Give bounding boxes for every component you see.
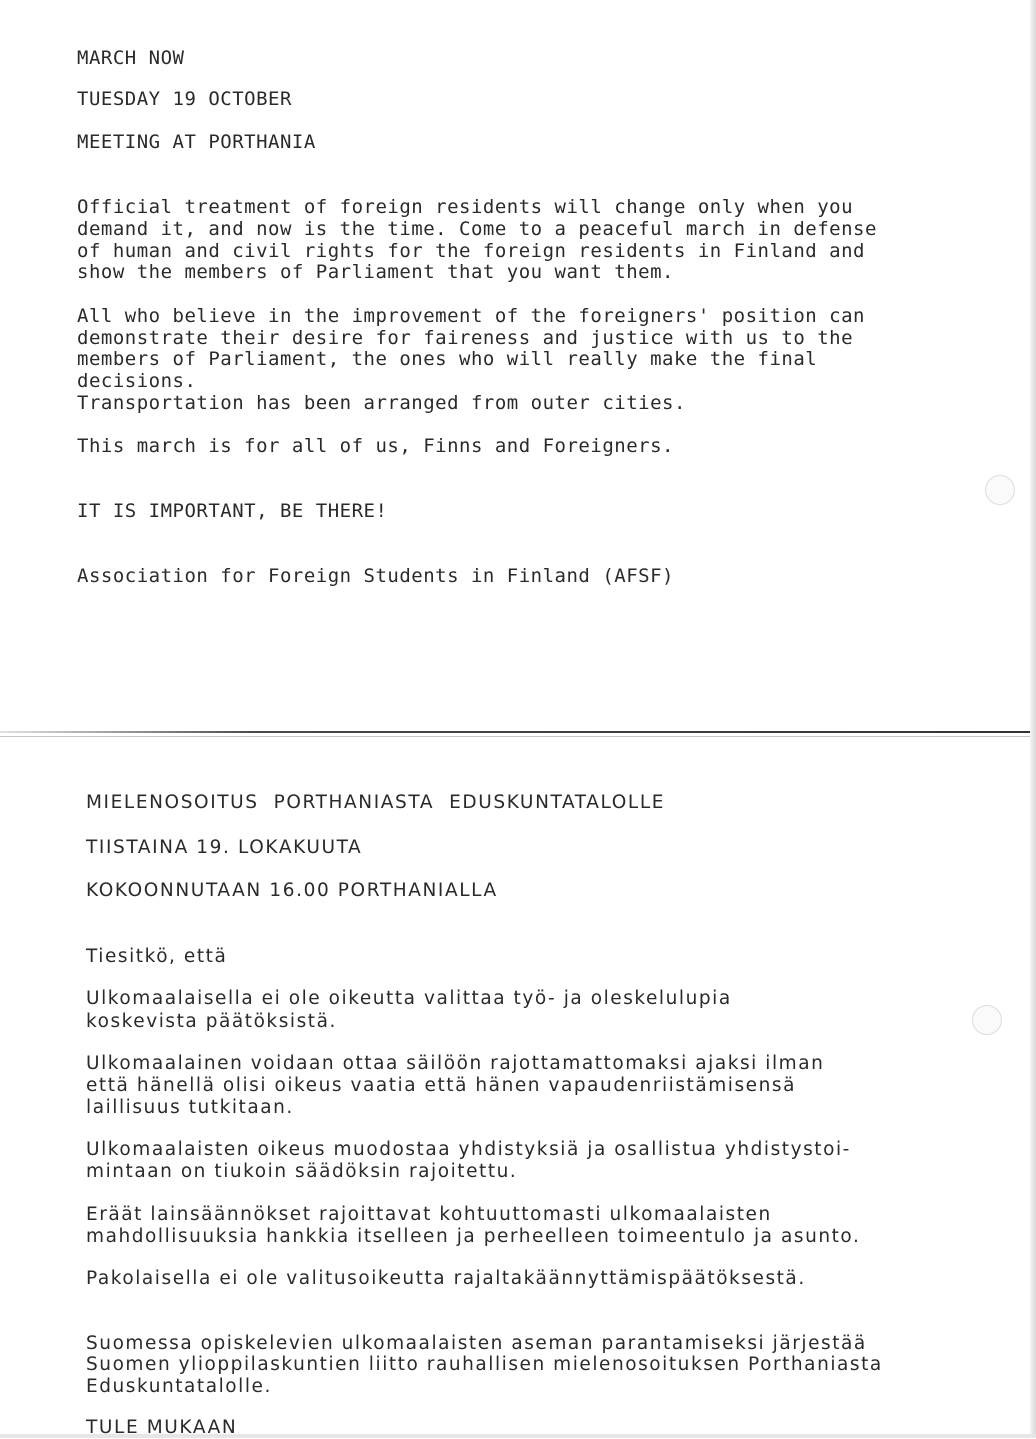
english-date: TUESDAY 19 OCTOBER bbox=[77, 88, 292, 110]
finnish-item-line: laillisuus tutkitaan. bbox=[86, 1097, 294, 1118]
finnish-closing-line: Suomessa opiskelevien ulkomaalaisten aseman parantamiseksi järjestää bbox=[86, 1333, 867, 1354]
english-para2-line: members of Parliament, the ones who will really make the final bbox=[77, 348, 818, 370]
finnish-item-line: Ulkomaalaisella ei ole oikeutta valittaa työ- ja oleskelulupia bbox=[86, 988, 732, 1009]
english-para1-line: of human and civil rights for the foreign residents in Finland and bbox=[77, 240, 865, 262]
finnish-item-line: Pakolaisella ei ole valitusoikeutta rajaltakäännyttämispäätöksestä. bbox=[86, 1268, 806, 1289]
finnish-callout: TULE MUKAAN bbox=[86, 1417, 238, 1438]
finnish-closing-line: Suomen ylioppilaskuntien liitto rauhallisen mielenosoituksen Porthaniasta bbox=[86, 1354, 883, 1375]
finnish-location: KOKOONNUTAAN 16.00 PORTHANIALLA bbox=[86, 880, 498, 901]
english-signature: Association for Foreign Students in Finland (AFSF) bbox=[77, 565, 674, 587]
finnish-item-line: että hänellä olisi oikeus vaatia että hänen vapaudenriistämisensä bbox=[86, 1075, 796, 1096]
finnish-date: TIISTAINA 19. LOKAKUUTA bbox=[86, 837, 363, 858]
punch-hole bbox=[972, 1005, 1002, 1035]
finnish-item-line: koskevista päätöksistä. bbox=[86, 1011, 337, 1032]
english-para2-line: demonstrate their desire for faireness and justice with us to the bbox=[77, 327, 854, 349]
cut-line bbox=[0, 731, 1030, 733]
english-para2-line: decisions. bbox=[77, 370, 197, 392]
finnish-title: MIELENOSOITUS PORTHANIASTA EDUSKUNTATALOLLE bbox=[86, 792, 666, 813]
finnish-closing-line: Eduskuntatalolle. bbox=[86, 1376, 272, 1397]
finnish-item-line: mahdollisuuksia hankkia itselleen ja perheelleen toimeentulo ja asunto. bbox=[86, 1226, 861, 1247]
english-para1-line: show the members of Parliament that you want them. bbox=[77, 261, 674, 283]
english-location: MEETING AT PORTHANIA bbox=[77, 131, 316, 153]
english-para3: This march is for all of us, Finns and Foreigners. bbox=[77, 435, 674, 457]
english-para2-line: Transportation has been arranged from outer cities. bbox=[77, 392, 686, 414]
finnish-item-line: Ulkomaalaisten oikeus muodostaa yhdistyksiä ja osallistua yhdistystoi- bbox=[86, 1139, 851, 1160]
english-para1-line: demand it, and now is the time. Come to a peaceful march in defense bbox=[77, 218, 877, 240]
finnish-item-line: Eräät lainsäännökset rajoittavat kohtuuttomasti ulkomaalaisten bbox=[86, 1204, 772, 1225]
page-edge bbox=[1030, 0, 1036, 1438]
cut-line-shadow bbox=[0, 736, 1030, 737]
punch-hole bbox=[985, 475, 1015, 505]
english-callout: IT IS IMPORTANT, BE THERE! bbox=[77, 500, 388, 522]
english-para1-line: Official treatment of foreign residents will change only when you bbox=[77, 196, 854, 218]
english-para2-line: All who believe in the improvement of the foreigners' position can bbox=[77, 305, 865, 327]
finnish-intro: Tiesitkö, että bbox=[86, 946, 228, 967]
english-title: MARCH NOW bbox=[77, 47, 185, 69]
finnish-item-line: mintaan on tiukoin säädöksin rajoitettu. bbox=[86, 1161, 518, 1182]
finnish-item-line: Ulkomaalainen voidaan ottaa säilöön rajottamattomaksi ajaksi ilman bbox=[86, 1053, 825, 1074]
